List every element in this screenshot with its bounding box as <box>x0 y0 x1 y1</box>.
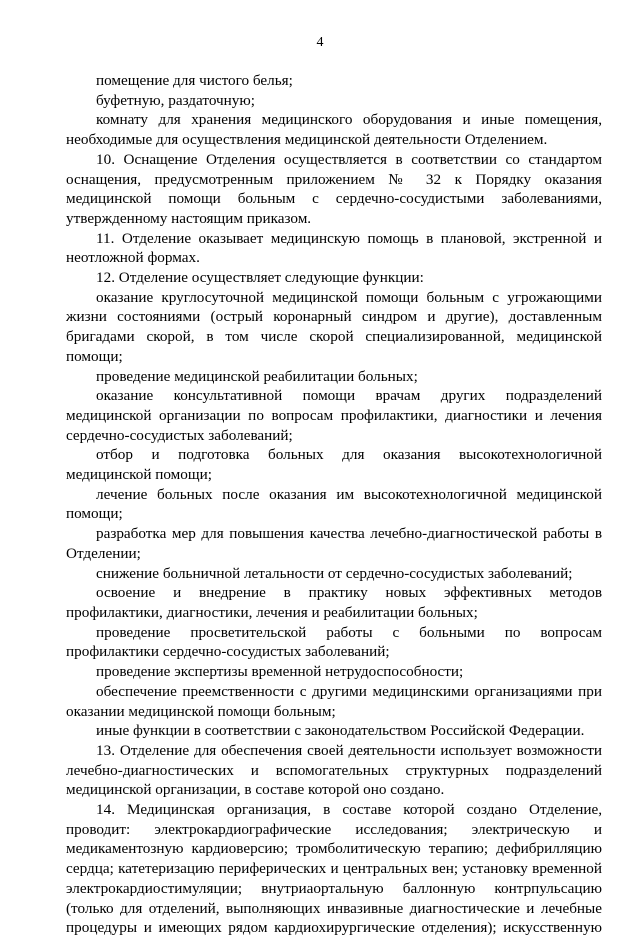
paragraph: обеспечение преемственности с другими медицинскими организациями при оказании медицинской помощи больным; <box>66 682 602 720</box>
paragraph: отбор и подготовка больных для оказания высокотехнологичной медицинской помощи; <box>66 446 602 484</box>
paragraph: лечение больных после оказания им высокотехнологичной медицинской помощи; <box>66 485 602 523</box>
paragraph: проведение экспертизы временной нетрудоспособности; <box>96 663 464 681</box>
paragraph: снижение больничной летальности от сердечно-сосудистых заболеваний; <box>96 564 573 582</box>
paragraph: 14. Медицинская организация, в составе которой создано Отделение, проводит: электрокардиографические исследования; электрическую и медикаментозную кардиоверсию; тромболитическую терапию; дефибрилляцию сердца; катетеризацию периферических и центральных вен; установку временной электрокардиостимуляции; внутриаортальную баллонную контрпульсацию (только для отделений, выполняющих инвазивные диагностические и лечебные процедуры и имеющих рядом кардиохирургические отделения); искусственную <box>66 801 602 937</box>
paragraph: оказание консультативной помощи врачам других подразделений медицинской организации по вопросам профилактики, диагностики и лечения сердечно-сосудистых заболеваний; <box>66 387 602 444</box>
paragraph: иные функции в соответствии с законодательством Российской Федерации. <box>96 722 585 740</box>
paragraph: 10. Оснащение Отделения осуществляется в соответствии со стандартом оснащения, предусмотренным приложением № 32 к Порядку оказания медицинской помощи больным с сердечно-сосудистыми заболеваниями, утвержденному настоящим приказом. <box>66 150 602 227</box>
page-number: 4 <box>316 35 324 50</box>
paragraph: комнату для хранения медицинского оборудования и иные помещения, необходимые для осуществления медицинской деятельности Отделением. <box>66 111 602 149</box>
paragraph: освоение и внедрение в практику новых эффективных методов профилактики, диагностики, лечения и реабилитации больных; <box>66 584 602 621</box>
paragraph: проведение просветительской работы с больными по вопросам профилактики сердечно-сосудистых заболеваний; <box>66 623 602 661</box>
paragraph: оказание круглосуточной медицинской помощи больным с угрожающими жизни состояниями (острый коронарный синдром и другие), доставленным бригадами скорой, в том числе скорой специализированной, медицинской помощи; <box>66 288 602 365</box>
paragraph: 11. Отделение оказывает медицинскую помощь в плановой, экстренной и неотложной формах. <box>66 229 602 267</box>
paragraph: помещение для чистого белья; <box>96 72 293 89</box>
paragraph: проведение медицинской реабилитации больных; <box>96 367 418 385</box>
paragraph: 12. Отделение осуществляет следующие функции: <box>96 269 424 287</box>
paragraph: разработка мер для повышения качества лечебно-диагностической работы в Отделении; <box>66 525 602 562</box>
document-body <box>66 71 602 938</box>
paragraph: 13. Отделение для обеспечения своей деятельности использует возможности лечебно-диагностических и вспомогательных структурных подразделений медицинской организации, в составе которой оно создано. <box>66 741 602 799</box>
paragraph: буфетную, раздаточную; <box>96 91 255 109</box>
